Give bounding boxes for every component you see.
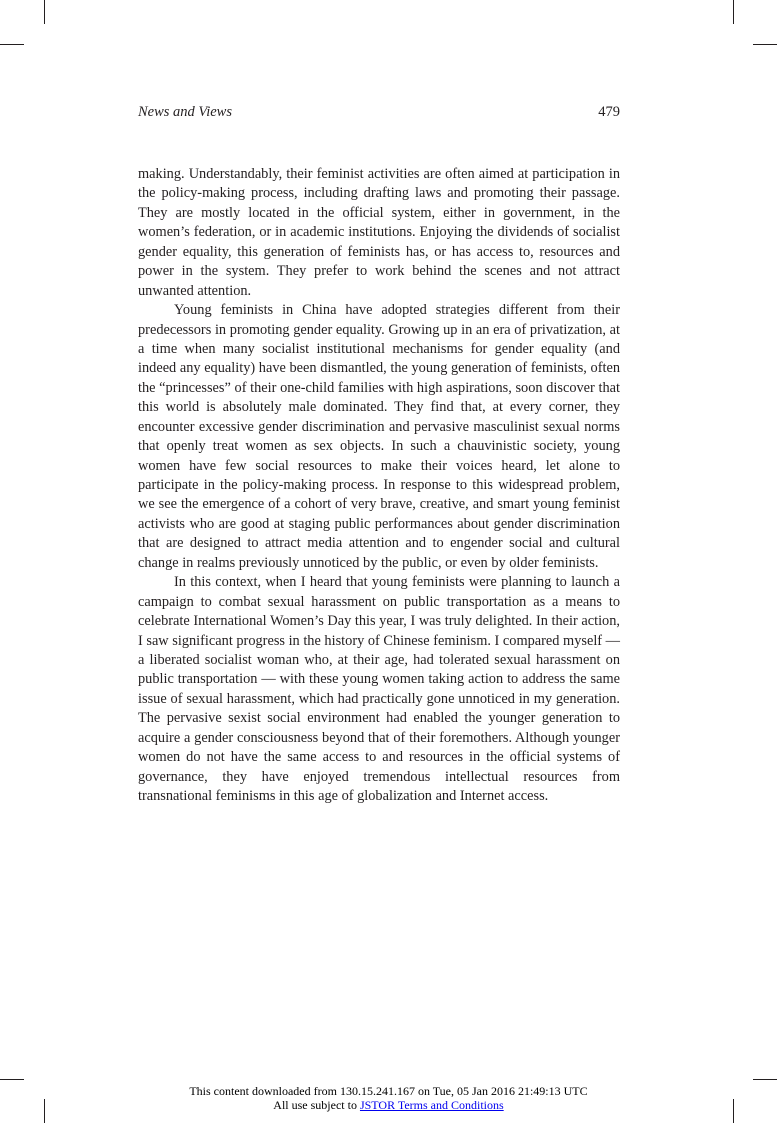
crop-mark-top-right <box>733 0 734 24</box>
paragraph: making. Understandably, their feminist activities are often aimed at participation in the policy-making process, including drafting laws and promoting their passage. They are mostly located in the official system, either in government, in the women’s federation, or in academic institutions. Enjoying the dividends of socialist gender equality, this generation of feminists has, or has access to, resources and power in the system. They prefer to work behind the scenes and not attract unwanted attention. <box>138 166 620 299</box>
terms-line <box>0 1099 777 1113</box>
article-body <box>138 165 620 806</box>
crop-mark-top-right-h <box>753 44 777 45</box>
page-number: 479 <box>598 104 620 120</box>
download-notice <box>0 1085 777 1112</box>
running-head <box>138 104 620 126</box>
paragraph: In this context, when I heard that young feminists were planning to launch a campaign to combat sexual harassment on public transportation as a means to celebrate International Women’s Day this year, I was truly delighted. In their action, I saw significant progress in the history of Chinese feminism. I compared myself — a liberated socialist woman who, at their age, had tolerated sexual harassment on public transportation — with these young women taking action to address the same issue of sexual harassment, which had practically gone unnoticed in my generation. The pervasive sexist social environment had enabled the younger generation to acquire a gender consciousness beyond that of their foremothers. Although younger women do not have the same access to and resources in the official systems of governance, they have enjoyed tremendous intellectual resources from transnational feminisms in this age of globalization and Internet access. <box>138 574 621 804</box>
terms-prefix: All use subject to <box>273 1097 360 1112</box>
crop-mark-bottom-right-h <box>753 1079 777 1080</box>
jstor-terms-link[interactable]: JSTOR Terms and Conditions <box>359 1097 504 1112</box>
crop-mark-top-left <box>44 0 45 24</box>
running-title: News and Views <box>138 104 232 120</box>
crop-mark-bottom-left-h <box>0 1079 24 1080</box>
paragraph: Young feminists in China have adopted strategies different from their predecessors in promoting gender equality. Growing up in an era of privatization, at a time when many socialist institutional mechanisms for gender equality (and indeed any equality) have been dismantled, the young generation of feminists, often the “princesses” of their one-child families with high aspirations, soon discover that this world is absolutely male dominated. They find that, at every corner, they encounter excessive gender discrimination and pervasive masculinist sexual norms that openly treat women as sex objects. In such a chauvinistic society, young women have few social resources to make their voices heard, let alone to participate in the policy-making process. In response to this widespread problem, we see the emergence of a cohort of very brave, creative, and smart young feminist activists who are good at staging public performances about gender discrimination that are designed to attract media attention and to engender social and cultural change in realms previously unnoticed by the public, or even by older feminists. <box>138 302 620 571</box>
crop-mark-top-left-h <box>0 44 24 45</box>
download-line: This content downloaded from 130.15.241.167 on Tue, 05 Jan 2016 21:49:13 UTC <box>189 1084 588 1098</box>
